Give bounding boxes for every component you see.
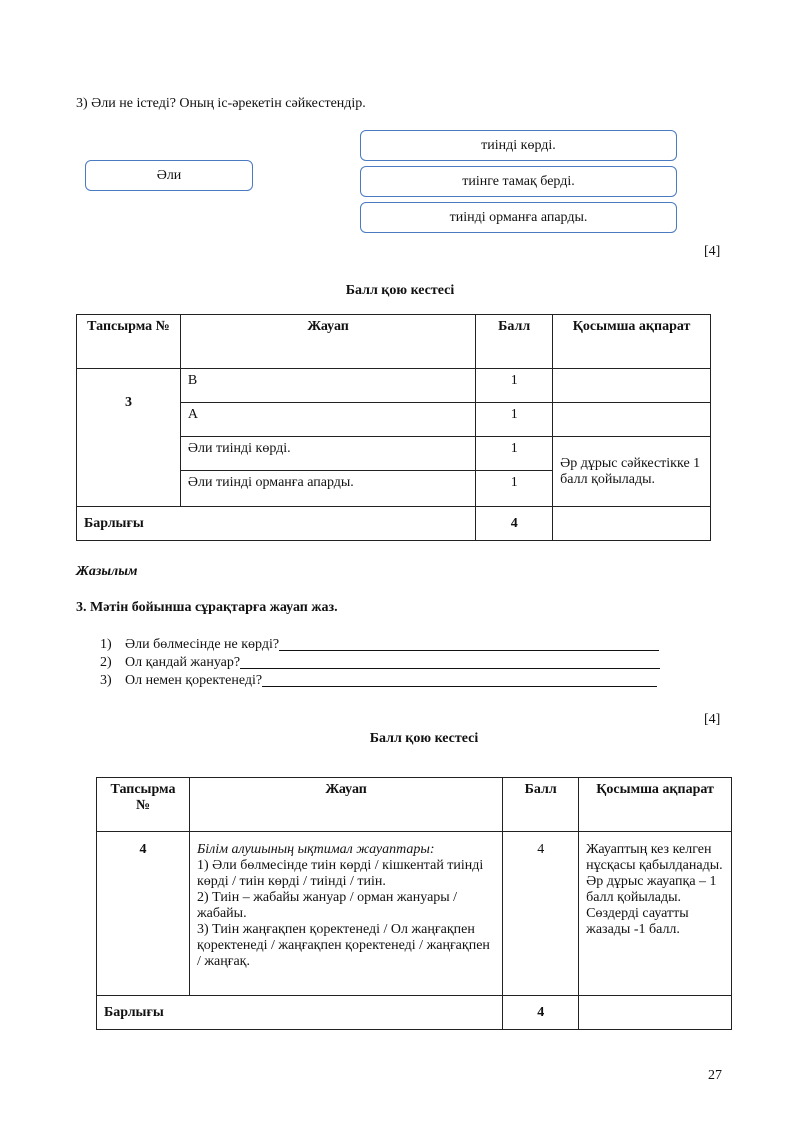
table1-row-1-info — [553, 369, 711, 403]
option-box-3 — [360, 202, 677, 233]
table2-answer-line-3: 3) Тиін жаңғақпен қоректенеді / Ол жаңғақпен қоректенеді / жаңғақпен қоректенеді / жаңғақпен / жаңғақ. — [196, 922, 490, 969]
table1-row-4-answer: Әли тиінді орманға апарды. — [180, 471, 475, 507]
table1-total-label: Барлығы — [77, 507, 476, 541]
table2-score: 4 — [503, 832, 579, 996]
table2-answer-line-1: 1) Әли бөлмесінде тиін көрді / кішкентай тиінді көрді / тиін көрді / тиінді / тиін. — [196, 858, 484, 889]
writing-question-2-num: 2) — [100, 655, 112, 670]
option-box-2-label: тиінге тамақ берді. — [462, 173, 575, 189]
table1-header-score: Балл — [476, 315, 553, 369]
table1-task-number: 3 — [77, 369, 181, 507]
table2-answer-cell — [189, 832, 502, 996]
table2-header-task: Тапсырма № — [97, 778, 190, 832]
table1-row-3-score: 1 — [476, 437, 553, 471]
writing-heading: Жазылым — [76, 564, 138, 579]
table1-caption: Балл қою кестесі — [345, 283, 455, 298]
option-box-1 — [360, 130, 677, 161]
page-number: 27 — [708, 1068, 722, 1083]
writing-question-1-text: Әли бөлмесінде не көрді? — [125, 637, 280, 652]
table2-header-answer: Жауап — [189, 778, 502, 832]
table1-header-task: Тапсырма № — [77, 315, 181, 369]
table2-extra-info: Жауаптың кез келген нұсқасы қабылданады. Әр дұрыс жауапқа – 1 балл қойылады. Сөздерді сауатты жазады -1 балл. — [579, 832, 732, 996]
table1-row-2-info — [553, 403, 711, 437]
table1-scoring — [76, 314, 711, 541]
question-3-text: 3) Әли не істеді? Оның іс-әрекетін сәйкестендір. — [76, 96, 366, 111]
question-3-mark: [4] — [704, 244, 721, 259]
table2-task-number: 4 — [97, 832, 190, 996]
writing-question-1 — [100, 636, 660, 654]
writing-mark: [4] — [704, 712, 721, 727]
answer-line-2[interactable] — [240, 654, 660, 669]
option-box-3-label: тиінді орманға апарды. — [449, 209, 588, 225]
answer-line-1[interactable] — [279, 636, 659, 651]
table2-total-label: Барлығы — [97, 996, 503, 1030]
writing-question-3 — [100, 672, 660, 690]
table2-answer-intro: Білім алушының ықтимал жауаптары: — [196, 842, 435, 857]
table1-row-1-score: 1 — [476, 369, 553, 403]
table2-total-info — [579, 996, 732, 1030]
table1-row-2-score: 1 — [476, 403, 553, 437]
writing-question-3-text: Ол немен қоректенеді? — [125, 673, 263, 688]
table2-header-score: Балл — [503, 778, 579, 832]
option-box-1-label: тиінді көрді. — [481, 137, 556, 153]
table2-caption: Балл қою кестесі — [369, 731, 479, 746]
table1-total-info — [553, 507, 711, 541]
table2-scoring — [96, 777, 732, 1030]
subject-box-label: Әли — [156, 167, 182, 183]
writing-task-title: 3. Мәтін бойынша сұрақтарға жауап жаз. — [76, 600, 338, 615]
writing-question-1-num: 1) — [100, 637, 112, 652]
option-box-2 — [360, 166, 677, 197]
writing-question-2 — [100, 654, 660, 672]
table1-row-1-answer: B — [180, 369, 475, 403]
writing-question-2-text: Ол қандай жануар? — [125, 655, 241, 670]
table1-total-score: 4 — [476, 507, 553, 541]
table1-row-3-answer: Әли тиінді көрді. — [180, 437, 475, 471]
table2-total-score: 4 — [503, 996, 579, 1030]
table1-extra-info: Әр дұрыс сәйкестікке 1 балл қойылады. — [553, 437, 711, 507]
writing-question-3-num: 3) — [100, 673, 112, 688]
table2-answer-line-2: 2) Тиін – жабайы жануар / орман жануары / жабайы. — [196, 890, 458, 921]
table1-header-info: Қосымша ақпарат — [553, 315, 711, 369]
answer-line-3[interactable] — [262, 672, 657, 687]
table1-header-answer: Жауап — [180, 315, 475, 369]
table2-header-info: Қосымша ақпарат — [579, 778, 732, 832]
subject-box — [85, 160, 253, 191]
table1-row-4-score: 1 — [476, 471, 553, 507]
writing-question-list — [100, 636, 660, 690]
table1-row-2-answer: A — [180, 403, 475, 437]
